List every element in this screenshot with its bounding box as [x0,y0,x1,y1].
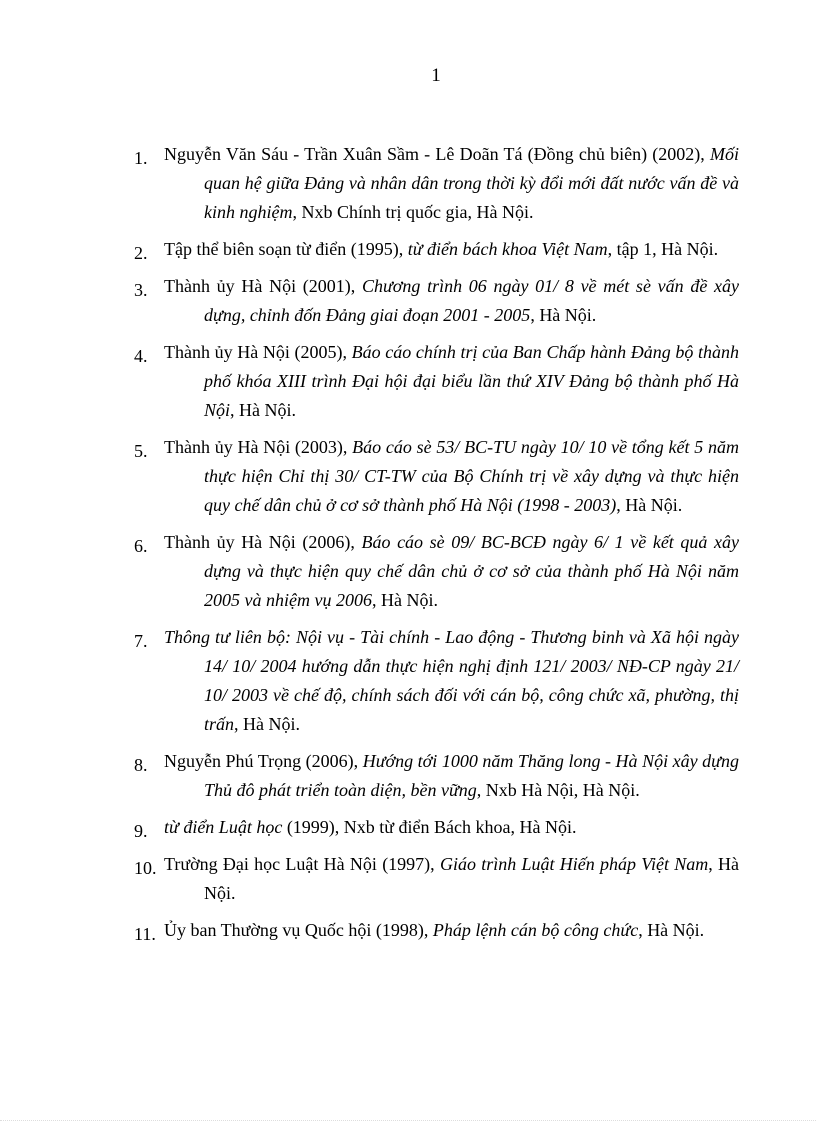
reference-title: Báo cáo chính trị của Ban Chấp hành Đảng bộ thành phố khóa XIII trình Đại hội đại biểu lần thứ XIV Đảng bộ thành phố Hà Nội [204,342,739,420]
reference-detail: , Hà Nội. [371,590,438,610]
page-bottom-border [0,1120,816,1121]
reference-detail: , Nxb Hà Nội, Hà Nội. [476,780,640,800]
reference-item [133,623,739,739]
reference-detail: , Hà Nội. [230,400,297,420]
reference-text [164,272,739,330]
reference-number: 9. [134,821,148,841]
reference-detail: , Hà Nội. [204,854,739,903]
reference-text [164,623,739,739]
reference-detail: Thành ủy Hà Nội (2005), [164,342,352,362]
reference-number: 8. [134,755,148,775]
reference-number: 1. [134,148,148,168]
reference-number: 3. [134,280,148,300]
reference-text [164,916,739,945]
reference-text [164,813,739,842]
reference-item [133,338,739,425]
reference-item [133,916,739,945]
reference-detail: , Hà Nội. [530,305,597,325]
reference-text [164,338,739,425]
reference-detail: , Hà Nội. [616,495,683,515]
reference-detail: Nguyễn Văn Sáu - Trần Xuân Sầm - Lê Doãn Tá (Đồng chủ biên) (2002), [164,144,710,164]
reference-title: Mối quan hệ giữa Đảng và nhân dân trong thời kỳ đổi mới đất nước vấn đề và kinh nghiệm [204,144,739,222]
reference-text [164,140,739,227]
reference-item [133,433,739,520]
reference-item [133,140,739,227]
reference-detail: Ủy ban Thường vụ Quốc hội (1998), [164,920,433,940]
reference-number: 7. [134,631,148,651]
reference-title: Báo cáo sè 53/ BC-TU ngày 10/ 10 về tổng kết 5 năm thực hiện Chỉ thị 30/ CT-TW của Bộ Chính trị về xây dựng và thực hiện quy chế dân chủ ở cơ sở thành phố Hà Nội (1998 - 2003) [204,437,739,515]
reference-detail: Tập thể biên soạn từ điển (1995), [164,239,408,259]
reference-item [133,747,739,805]
reference-number: 10. [134,858,157,878]
reference-detail: , tập 1, Hà Nội. [607,239,719,259]
reference-item [133,235,739,264]
reference-item [133,272,739,330]
reference-number: 11. [134,924,156,944]
reference-detail: (1999), Nxb từ điển Bách khoa, Hà Nội. [282,817,577,837]
reference-list [133,140,739,953]
reference-title: Thông tư liên bộ: Nội vụ - Tài chính - Lao động - Thương binh và Xã hội ngày 14/ 10/ 2004 hướng dẫn thực hiện nghị định 121/ 2003/ NĐ-CP ngày 21/ 10/ 2003 về chế độ, chính sách đối với cán bộ, công chức xã, phường, thị trấn [164,627,739,734]
reference-title: Hướng tới 1000 năm Thăng long - Hà Nội xây dựng Thủ đô phát triển toàn diện, bền vững [204,751,739,800]
reference-text [164,433,739,520]
reference-title: Báo cáo sè 09/ BC-BCĐ ngày 6/ 1 về kết quả xây dựng và thực hiện quy chế dân chủ ở cơ sở của thành phố Hà Nội năm 2005 và nhiệm vụ 2006 [204,532,739,610]
reference-number: 6. [134,536,148,556]
reference-detail: Thành ủy Hà Nội (2006), [164,532,362,552]
reference-detail: Thành ủy Hà Nội (2001), [164,276,362,296]
reference-item [133,850,739,908]
reference-title: Chương trình 06 ngày 01/ 8 về mét sè vấn đề xây dựng, chỉnh đốn Đảng giai đoạn 2001 - 2005 [204,276,739,325]
reference-text [164,747,739,805]
reference-title: Giáo trình Luật Hiến pháp Việt Nam [439,854,709,874]
reference-detail: Nguyễn Phú Trọng (2006), [164,751,363,771]
reference-text [164,850,739,908]
reference-detail: , Hà Nội. [638,920,705,940]
reference-title: Pháp lệnh cán bộ công chức [432,920,639,940]
reference-number: 5. [134,441,148,461]
reference-detail: Thành ủy Hà Nội (2003), [164,437,353,457]
reference-text [164,528,739,615]
reference-number: 2. [134,243,148,263]
reference-text [164,235,739,264]
page-number: 1 [431,65,441,86]
reference-number: 4. [134,346,148,366]
reference-item [133,813,739,842]
reference-title: từ điển bách khoa Việt Nam [407,239,608,259]
reference-detail: Trường Đại học Luật Hà Nội (1997), [164,854,440,874]
reference-detail: , Hà Nội. [234,714,301,734]
reference-item [133,528,739,615]
reference-detail: , Nxb Chính trị quốc gia, Hà Nội. [292,202,534,222]
reference-title: từ điển Luật học [164,817,283,837]
